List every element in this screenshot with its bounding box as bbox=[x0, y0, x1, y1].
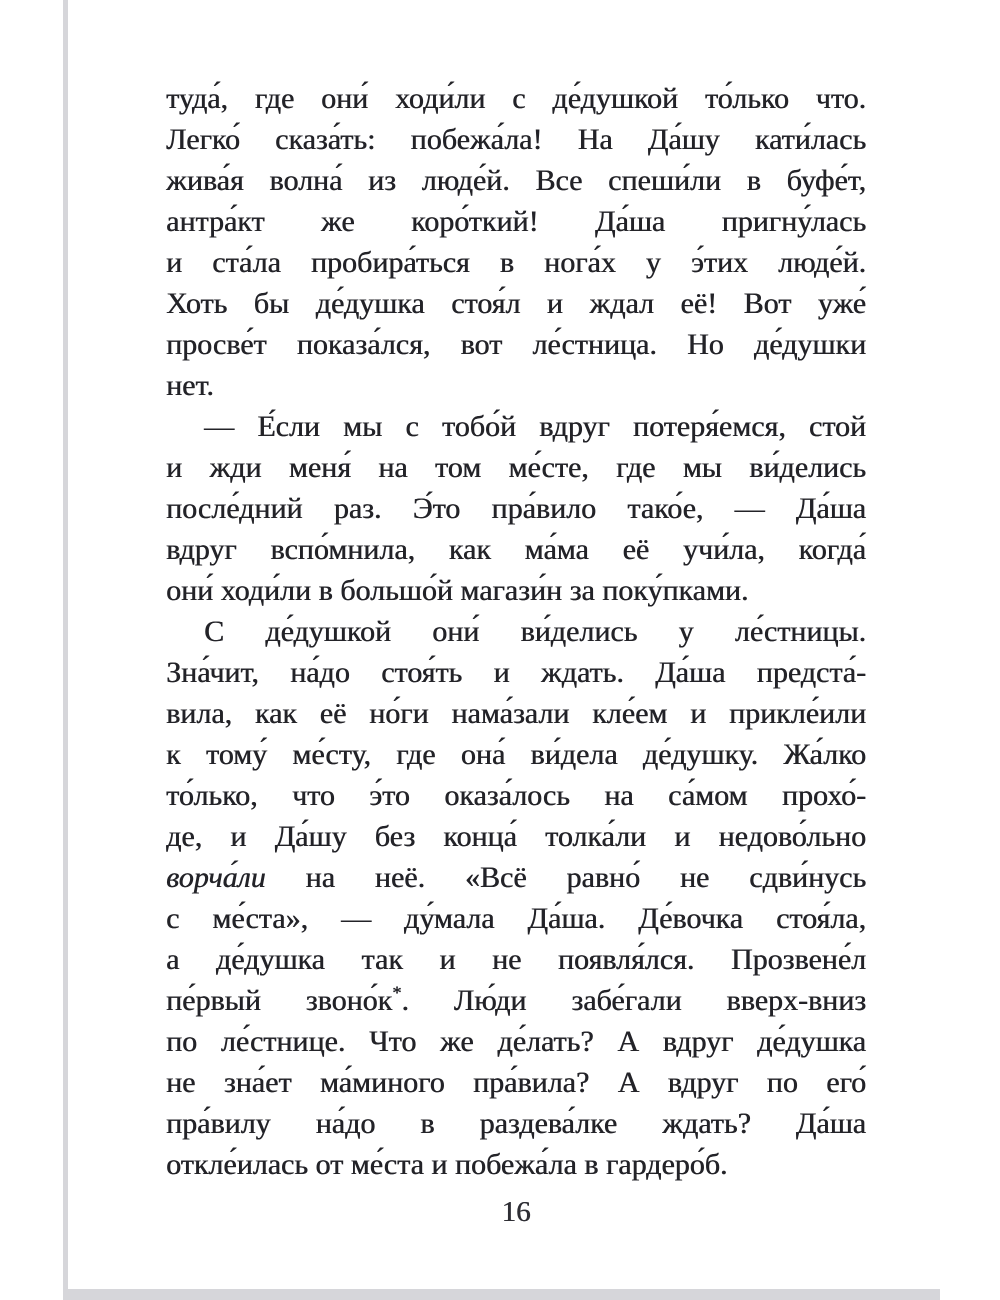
text-segment: жива́я волна́ из люде́й. Все спеши́ли в буфе́т, bbox=[166, 164, 866, 197]
text-segment: просве́т показа́лся, вот ле́стница. Но де́душки bbox=[166, 328, 866, 361]
text-segment: они́ ходи́ли в большо́й магази́н за поку́пками. bbox=[166, 574, 749, 607]
text-line bbox=[166, 529, 866, 570]
text-line bbox=[166, 816, 866, 857]
text-line bbox=[166, 488, 866, 529]
text-segment: нет. bbox=[166, 369, 214, 402]
page-left-edge-line bbox=[63, 0, 68, 1289]
text-segment: С де́душкой они́ ви́делись у ле́стницы. bbox=[204, 615, 866, 648]
text-line bbox=[166, 570, 866, 611]
text-line bbox=[166, 324, 866, 365]
text-line bbox=[166, 775, 866, 816]
text-segment: откле́илась от ме́ста и побежа́ла в гардеро́б. bbox=[166, 1148, 728, 1181]
text-line bbox=[166, 78, 866, 119]
text-line bbox=[166, 980, 866, 1021]
text-block bbox=[166, 78, 866, 1185]
text-segment: Легко́ сказа́ть: побежа́ла! На Да́шу кати́лась bbox=[166, 123, 866, 156]
text-segment: пе́рвый звоно́к bbox=[166, 984, 393, 1017]
text-segment: пра́вилу на́до в раздева́лке ждать? Да́ша bbox=[166, 1107, 866, 1140]
text-line bbox=[166, 898, 866, 939]
text-segment: Зна́чит, на́до стоя́ть и ждать. Да́ша предста́- bbox=[166, 656, 866, 689]
text-line bbox=[166, 119, 866, 160]
text-line bbox=[166, 406, 866, 447]
text-segment: — Е́сли мы с тобо́й вдруг потеря́емся, стой bbox=[204, 410, 866, 443]
text-segment: и ста́ла пробира́ться в нога́х у э́тих люде́й. bbox=[166, 246, 866, 279]
text-line bbox=[166, 939, 866, 980]
text-line bbox=[166, 1021, 866, 1062]
text-line bbox=[166, 1103, 866, 1144]
page-number: 16 bbox=[501, 1196, 531, 1228]
text-segment: де, и Да́шу без конца́ толка́ли и недово́льно bbox=[166, 820, 866, 853]
text-line bbox=[166, 160, 866, 201]
text-line bbox=[166, 857, 866, 898]
footnote-asterisk: * bbox=[392, 983, 402, 1004]
text-segment: антра́кт же коро́ткий! Да́ша пригну́лась bbox=[166, 205, 866, 238]
page-bottom-edge-line bbox=[63, 1289, 940, 1300]
text-segment: Хоть бы де́душка стоя́л и ждал её! Вот уже́ bbox=[166, 287, 866, 320]
text-line bbox=[166, 734, 866, 775]
text-segment: . Лю́ди забе́гали вверх-вниз bbox=[401, 984, 866, 1017]
text-segment: после́дний раз. Э́то пра́вило тако́е, — Да́ша bbox=[166, 492, 866, 525]
text-line bbox=[166, 652, 866, 693]
text-segment: вила, как её но́ги нама́зали кле́ем и прикле́или bbox=[166, 697, 866, 730]
text-line bbox=[166, 693, 866, 734]
text-line bbox=[166, 1062, 866, 1103]
text-segment: по ле́стнице. Что же де́лать? А вдруг де́душка bbox=[166, 1025, 866, 1058]
text-line bbox=[166, 611, 866, 652]
text-line bbox=[166, 447, 866, 488]
text-segment: и жди меня́ на том ме́сте, где мы ви́делись bbox=[166, 451, 866, 484]
text-segment: к тому́ ме́сту, где она́ ви́дела де́душку. Жа́лко bbox=[166, 738, 866, 771]
text-segment: на неё. «Всё равно́ не сдви́нусь bbox=[265, 861, 866, 894]
text-segment: то́лько, что э́то оказа́лось на са́мом прохо́- bbox=[166, 779, 866, 812]
text-line bbox=[166, 1144, 866, 1185]
text-line bbox=[166, 283, 866, 324]
text-line bbox=[166, 201, 866, 242]
text-segment: а де́душка так и не появля́лся. Прозвене́л bbox=[166, 943, 866, 976]
text-segment: не зна́ет ма́миного пра́вила? А вдруг по его́ bbox=[166, 1066, 866, 1099]
italic-text: ворча́ли bbox=[166, 861, 266, 894]
text-segment: с ме́ста», — ду́мала Да́ша. Де́вочка стоя́ла, bbox=[166, 902, 866, 935]
text-line bbox=[166, 365, 866, 406]
text-segment: вдруг вспо́мнила, как ма́ма её учи́ла, когда́ bbox=[166, 533, 866, 566]
text-line bbox=[166, 242, 866, 283]
text-segment: туда́, где они́ ходи́ли с де́душкой то́лько что. bbox=[166, 82, 866, 115]
